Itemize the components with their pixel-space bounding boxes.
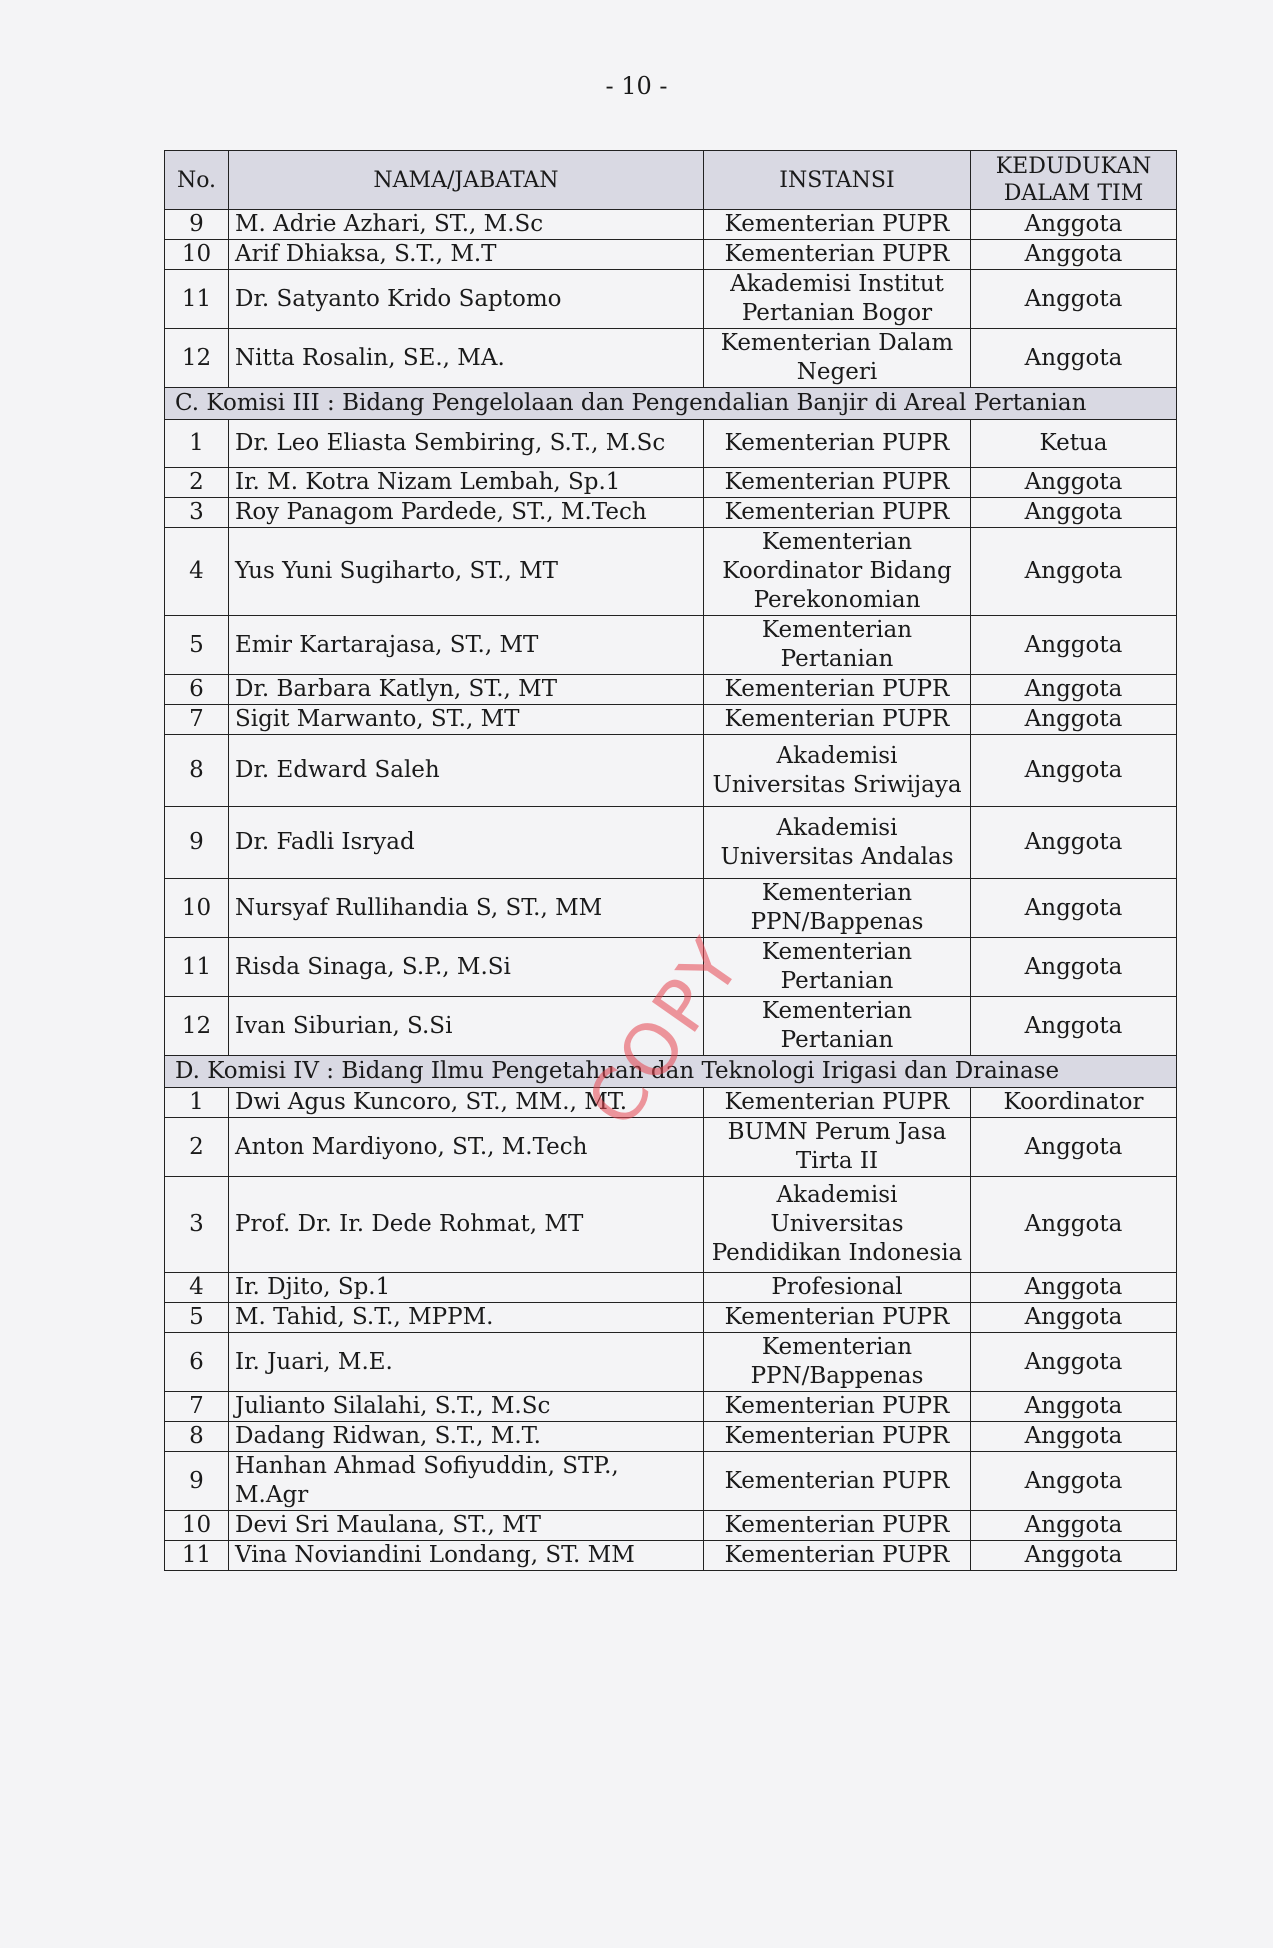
member-name: Dr. Barbara Katlyn, ST., MT: [229, 675, 704, 705]
member-number: 12: [165, 329, 229, 388]
member-position: Anggota: [971, 1333, 1177, 1392]
member-position: Anggota: [971, 1177, 1177, 1273]
member-name: Vina Noviandini Londang, ST. MM: [229, 1541, 704, 1571]
member-name: M. Tahid, S.T., MPPM.: [229, 1303, 704, 1333]
table-row: [165, 270, 1177, 329]
section-heading-row: [165, 1056, 1177, 1088]
member-institution: Kementerian PUPR: [704, 240, 971, 270]
member-position: Anggota: [971, 270, 1177, 329]
member-institution: Kementerian PUPR: [704, 1392, 971, 1422]
table-row: [165, 528, 1177, 616]
member-institution: Kementerian PUPR: [704, 420, 971, 468]
member-institution: Kementerian PPN/Bappenas: [704, 879, 971, 938]
member-name: Anton Mardiyono, ST., M.Tech: [229, 1118, 704, 1177]
commission-c-section: [165, 388, 1177, 420]
table-row: [165, 1088, 1177, 1118]
member-institution: Kementerian Koordinator Bidang Perekonomian: [704, 528, 971, 616]
table-row: [165, 675, 1177, 705]
member-name: Julianto Silalahi, S.T., M.Sc: [229, 1392, 704, 1422]
table-row: [165, 705, 1177, 735]
member-number: 2: [165, 468, 229, 498]
table-row: [165, 1511, 1177, 1541]
table-row: [165, 807, 1177, 879]
member-institution: Kementerian PUPR: [704, 1541, 971, 1571]
member-number: 2: [165, 1118, 229, 1177]
commission-d-rows: [165, 1088, 1177, 1571]
member-name: Nitta Rosalin, SE., MA.: [229, 329, 704, 388]
member-name: Ir. Juari, M.E.: [229, 1333, 704, 1392]
member-number: 5: [165, 616, 229, 675]
member-institution: Kementerian PUPR: [704, 1511, 971, 1541]
member-name: Emir Kartarajasa, ST., MT: [229, 616, 704, 675]
member-institution: Kementerian PUPR: [704, 498, 971, 528]
member-number: 1: [165, 1088, 229, 1118]
member-name: Dr. Edward Saleh: [229, 735, 704, 807]
member-position: Anggota: [971, 1422, 1177, 1452]
member-position: Anggota: [971, 675, 1177, 705]
member-institution: Akademisi Universitas Pendidikan Indonesia: [704, 1177, 971, 1273]
member-number: 11: [165, 270, 229, 329]
member-number: 4: [165, 1273, 229, 1303]
table-row: [165, 1422, 1177, 1452]
member-position: Anggota: [971, 879, 1177, 938]
member-name: Prof. Dr. Ir. Dede Rohmat, MT: [229, 1177, 704, 1273]
member-position: Anggota: [971, 1273, 1177, 1303]
member-name: Risda Sinaga, S.P., M.Si: [229, 938, 704, 997]
member-institution: Kementerian Pertanian: [704, 616, 971, 675]
member-name: Ir. M. Kotra Nizam Lembah, Sp.1: [229, 468, 704, 498]
member-institution: Kementerian Pertanian: [704, 997, 971, 1056]
member-name: Nursyaf Rullihandia S, ST., MM: [229, 879, 704, 938]
commission-b-rows: [165, 210, 1177, 388]
member-name: M. Adrie Azhari, ST., M.Sc: [229, 210, 704, 240]
member-name: Sigit Marwanto, ST., MT: [229, 705, 704, 735]
table-row: [165, 1392, 1177, 1422]
table-row: [165, 879, 1177, 938]
member-position: Anggota: [971, 616, 1177, 675]
table-header-row: [165, 151, 1177, 210]
member-institution: Akademisi Universitas Andalas: [704, 807, 971, 879]
table-row: [165, 1303, 1177, 1333]
member-number: 11: [165, 938, 229, 997]
member-name: Dr. Leo Eliasta Sembiring, S.T., M.Sc: [229, 420, 704, 468]
member-position: Anggota: [971, 938, 1177, 997]
member-position: Anggota: [971, 807, 1177, 879]
commission-c-rows: [165, 420, 1177, 1056]
copy-watermark: COPY: [570, 922, 759, 1142]
member-institution: Kementerian PUPR: [704, 468, 971, 498]
member-institution: Kementerian PUPR: [704, 1452, 971, 1511]
member-position: Koordinator: [971, 1088, 1177, 1118]
member-institution: Kementerian PUPR: [704, 675, 971, 705]
member-number: 9: [165, 807, 229, 879]
member-number: 6: [165, 675, 229, 705]
member-number: 8: [165, 735, 229, 807]
table-row: [165, 938, 1177, 997]
table-row: [165, 616, 1177, 675]
member-number: 5: [165, 1303, 229, 1333]
member-institution: Profesional: [704, 1273, 971, 1303]
table-row: [165, 997, 1177, 1056]
member-position: Anggota: [971, 1452, 1177, 1511]
member-institution: Kementerian PUPR: [704, 210, 971, 240]
table-row: [165, 1273, 1177, 1303]
table-row: [165, 468, 1177, 498]
member-institution: Kementerian PUPR: [704, 705, 971, 735]
table-row: [165, 1177, 1177, 1273]
table-row: [165, 240, 1177, 270]
member-number: 11: [165, 1541, 229, 1571]
member-position: Ketua: [971, 420, 1177, 468]
member-position: Anggota: [971, 240, 1177, 270]
table-row: [165, 1118, 1177, 1177]
section-c-title: C. Komisi III : Bidang Pengelolaan dan Pengendalian Banjir di Areal Pertanian: [165, 388, 1177, 420]
team-roster-table: [164, 150, 1177, 1571]
header-position: KEDUDUKAN DALAM TIM: [971, 151, 1177, 210]
member-institution: Kementerian Pertanian: [704, 938, 971, 997]
member-number: 4: [165, 528, 229, 616]
member-institution: Kementerian Dalam Negeri: [704, 329, 971, 388]
member-position: Anggota: [971, 705, 1177, 735]
member-name: Arif Dhiaksa, S.T., M.T: [229, 240, 704, 270]
header-no: No.: [165, 151, 229, 210]
table-row: [165, 735, 1177, 807]
member-name: Ir. Djito, Sp.1: [229, 1273, 704, 1303]
member-number: 1: [165, 420, 229, 468]
member-number: 3: [165, 1177, 229, 1273]
member-name: Ivan Siburian, S.Si: [229, 997, 704, 1056]
section-heading-row: [165, 388, 1177, 420]
member-institution: Kementerian PUPR: [704, 1303, 971, 1333]
member-name: Hanhan Ahmad Sofiyuddin, STP., M.Agr: [229, 1452, 704, 1511]
header-institution: INSTANSI: [704, 151, 971, 210]
member-name: Roy Panagom Pardede, ST., M.Tech: [229, 498, 704, 528]
member-position: Anggota: [971, 498, 1177, 528]
member-name: Dr. Satyanto Krido Saptomo: [229, 270, 704, 329]
table-row: [165, 498, 1177, 528]
member-position: Anggota: [971, 1511, 1177, 1541]
member-institution: Kementerian PUPR: [704, 1422, 971, 1452]
member-position: Anggota: [971, 528, 1177, 616]
member-number: 8: [165, 1422, 229, 1452]
member-institution: Kementerian PPN/Bappenas: [704, 1333, 971, 1392]
member-position: Anggota: [971, 1118, 1177, 1177]
member-position: Anggota: [971, 468, 1177, 498]
commission-d-section: [165, 1056, 1177, 1088]
table-row: [165, 329, 1177, 388]
member-number: 9: [165, 1452, 229, 1511]
table-row: [165, 1541, 1177, 1571]
member-name: Dr. Fadli Isryad: [229, 807, 704, 879]
member-number: 3: [165, 498, 229, 528]
member-position: Anggota: [971, 1303, 1177, 1333]
member-number: 10: [165, 879, 229, 938]
table-row: [165, 1333, 1177, 1392]
table-row: [165, 1452, 1177, 1511]
member-number: 12: [165, 997, 229, 1056]
header-name: NAMA/JABATAN: [229, 151, 704, 210]
member-institution: Akademisi Institut Pertanian Bogor: [704, 270, 971, 329]
member-institution: Akademisi Universitas Sriwijaya: [704, 735, 971, 807]
member-number: 10: [165, 1511, 229, 1541]
member-position: Anggota: [971, 210, 1177, 240]
member-number: 7: [165, 705, 229, 735]
member-institution: BUMN Perum Jasa Tirta II: [704, 1118, 971, 1177]
member-position: Anggota: [971, 735, 1177, 807]
member-name: Devi Sri Maulana, ST., MT: [229, 1511, 704, 1541]
member-position: Anggota: [971, 329, 1177, 388]
page-number: - 10 -: [605, 72, 668, 100]
member-position: Anggota: [971, 1392, 1177, 1422]
table-row: [165, 420, 1177, 468]
member-position: Anggota: [971, 1541, 1177, 1571]
member-name: Dadang Ridwan, S.T., M.T.: [229, 1422, 704, 1452]
member-name: Yus Yuni Sugiharto, ST., MT: [229, 528, 704, 616]
section-d-title: D. Komisi IV : Bidang Ilmu Pengetahuan dan Teknologi Irigasi dan Drainase: [165, 1056, 1177, 1088]
member-number: 7: [165, 1392, 229, 1422]
member-number: 6: [165, 1333, 229, 1392]
member-institution: Kementerian PUPR: [704, 1088, 971, 1118]
member-number: 10: [165, 240, 229, 270]
member-name: Dwi Agus Kuncoro, ST., MM., MT.: [229, 1088, 704, 1118]
member-position: Anggota: [971, 997, 1177, 1056]
member-number: 9: [165, 210, 229, 240]
table-row: [165, 210, 1177, 240]
